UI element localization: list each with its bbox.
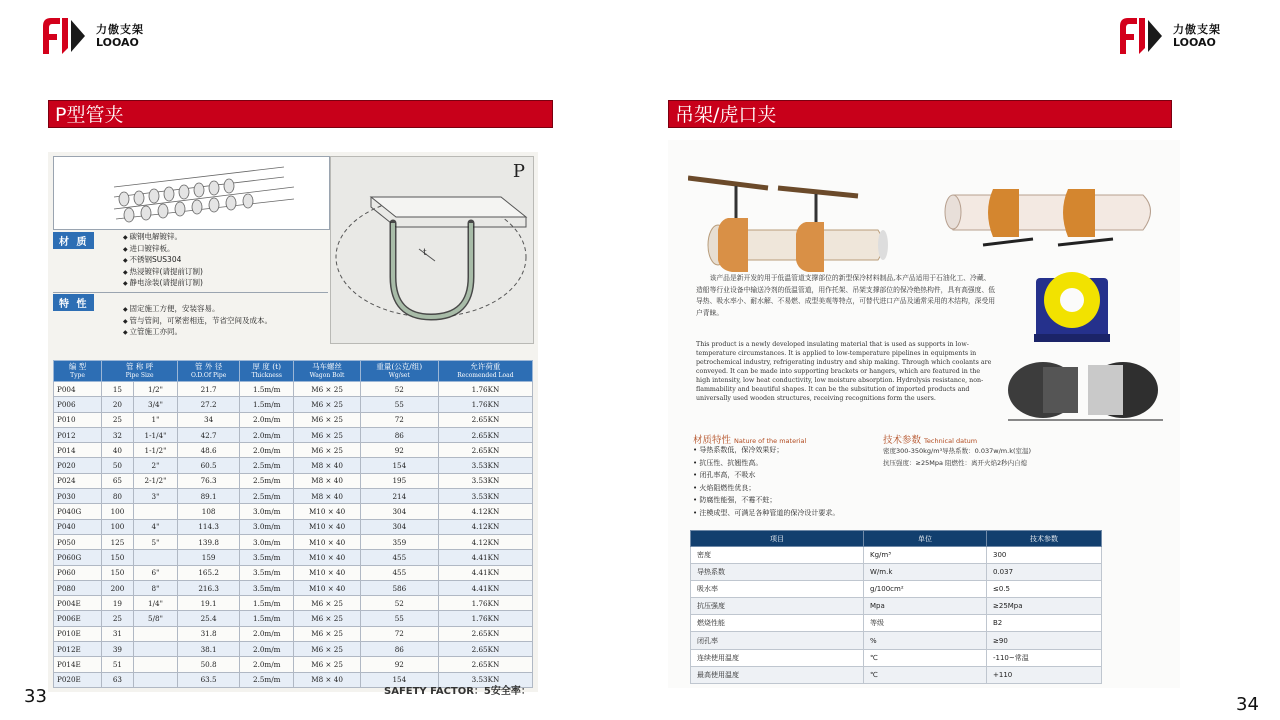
table-cell: 200 xyxy=(102,580,134,595)
table-cell xyxy=(133,504,177,519)
table-row xyxy=(691,581,1102,598)
table-cell: 1-1/4" xyxy=(133,427,177,442)
table-cell: +110 xyxy=(987,666,1102,683)
table-cell: M6 × 25 xyxy=(294,443,360,458)
feature-section xyxy=(53,294,328,342)
table-cell xyxy=(133,642,177,657)
table-cell: P012 xyxy=(54,427,102,442)
table-cell: M6 × 25 xyxy=(294,611,360,626)
table-cell: 216.3 xyxy=(178,580,240,595)
table-cell: P030 xyxy=(54,489,102,504)
page-number-right: 34 xyxy=(1236,694,1259,715)
column-header: 允许荷重 Recomended Load xyxy=(438,361,532,382)
table-cell: 3.5m/m xyxy=(240,580,294,595)
table-cell: M10 × 40 xyxy=(294,550,360,565)
table-cell: M6 × 25 xyxy=(294,412,360,427)
table-cell: 114.3 xyxy=(178,519,240,534)
table-cell: M6 × 25 xyxy=(294,657,360,672)
pipe-hanger-photo xyxy=(688,160,888,275)
list-item: ◆ 管与管间，可紧密相连，节省空间及成本。 xyxy=(123,316,272,328)
table-cell: P020 xyxy=(54,458,102,473)
table-cell: 吸水率 xyxy=(691,581,864,598)
list-item: • 闭孔率高，不吸水 xyxy=(693,469,839,482)
table-cell: 3" xyxy=(133,489,177,504)
table-cell: 燃烧性能 xyxy=(691,615,864,632)
table-cell: % xyxy=(864,632,987,649)
table-cell: M10 × 40 xyxy=(294,580,360,595)
table-cell: 2.5m/m xyxy=(240,458,294,473)
table-row xyxy=(54,519,533,534)
list-item: ◆ 热浸镀锌(请提前订制) xyxy=(123,267,203,279)
table-cell: 2.65KN xyxy=(438,427,532,442)
table-cell xyxy=(133,657,177,672)
safety-factor-note: SAFETY FACTOR：5安全率： xyxy=(384,686,531,697)
pipe-shoe-photo xyxy=(1003,355,1168,435)
hanger-catalog-scan xyxy=(668,140,1180,688)
table-cell: 2-1/2" xyxy=(133,473,177,488)
table-cell: M8 × 40 xyxy=(294,489,360,504)
p-clamp-catalog-scan xyxy=(48,152,538,692)
table-cell: 1/2" xyxy=(133,382,177,397)
table-cell: 139.8 xyxy=(178,534,240,549)
table-cell: 2.0m/m xyxy=(240,657,294,672)
column-header: 单位 xyxy=(864,531,987,547)
table-cell: 63.5 xyxy=(178,672,240,687)
table-cell: 2" xyxy=(133,458,177,473)
table-row xyxy=(54,626,533,641)
table-cell: 2.5m/m xyxy=(240,473,294,488)
table-cell: 63 xyxy=(102,672,134,687)
tech-heading: 技术参数 Technical datum xyxy=(883,435,978,446)
table-cell: 4.12KN xyxy=(438,519,532,534)
table-cell: 80 xyxy=(102,489,134,504)
table-cell: 21.7 xyxy=(178,382,240,397)
material-section xyxy=(53,230,328,293)
table-cell: 359 xyxy=(360,534,438,549)
table-cell: M6 × 25 xyxy=(294,596,360,611)
table-cell: P010E xyxy=(54,626,102,641)
table-cell: 32 xyxy=(102,427,134,442)
table-cell: 1.76KN xyxy=(438,596,532,611)
table-cell: 4.41KN xyxy=(438,550,532,565)
column-header: 重量(公克/组) Wg/set xyxy=(360,361,438,382)
table-cell: 1.5m/m xyxy=(240,397,294,412)
table-cell: M10 × 40 xyxy=(294,534,360,549)
table-cell: 86 xyxy=(360,642,438,657)
table-cell: 1/4" xyxy=(133,596,177,611)
table-row xyxy=(54,565,533,580)
logo-cn-text: 力傲支架 xyxy=(1173,23,1221,36)
table-cell: 304 xyxy=(360,504,438,519)
table-cell: 1.5m/m xyxy=(240,611,294,626)
table-row xyxy=(54,397,533,412)
table-cell: P060G xyxy=(54,550,102,565)
table-cell: P014 xyxy=(54,443,102,458)
table-cell: 2.0m/m xyxy=(240,626,294,641)
table-cell: P010 xyxy=(54,412,102,427)
table-cell: 150 xyxy=(102,565,134,580)
table-cell: 25 xyxy=(102,412,134,427)
table-cell: 39 xyxy=(102,642,134,657)
table-row xyxy=(54,611,533,626)
table-row xyxy=(691,598,1102,615)
technical-data-table xyxy=(690,530,1102,684)
table-cell: 3.53KN xyxy=(438,458,532,473)
table-cell: 1.5m/m xyxy=(240,382,294,397)
company-logo-left xyxy=(40,12,144,60)
feature-tag: 特 性 xyxy=(53,294,94,311)
table-cell: M10 × 40 xyxy=(294,565,360,580)
list-item: • 火焰阻燃性优良； xyxy=(693,482,839,495)
table-cell: 3.5m/m xyxy=(240,565,294,580)
insulation-block-photo xyxy=(1028,260,1116,348)
table-cell: 1-1/2" xyxy=(133,443,177,458)
table-row xyxy=(54,458,533,473)
column-header: 技术参数 xyxy=(987,531,1102,547)
table-cell: 27.2 xyxy=(178,397,240,412)
table-cell: M6 × 25 xyxy=(294,642,360,657)
table-cell: 100 xyxy=(102,519,134,534)
section-title-hanger: 吊架/虎口夹 xyxy=(668,100,1172,128)
table-row xyxy=(691,615,1102,632)
material-properties-list xyxy=(693,444,839,519)
table-row xyxy=(54,580,533,595)
table-cell: 2.5m/m xyxy=(240,489,294,504)
column-header: 管 称 呼 Pipe Size xyxy=(102,361,178,382)
pipe-rack-illustration-icon xyxy=(54,157,329,229)
table-cell: 3.0m/m xyxy=(240,519,294,534)
table-cell: 214 xyxy=(360,489,438,504)
table-cell: P006 xyxy=(54,397,102,412)
table-cell: 25 xyxy=(102,611,134,626)
table-header-row xyxy=(54,361,533,382)
table-cell: 72 xyxy=(360,412,438,427)
table-cell: Mpa xyxy=(864,598,987,615)
table-cell: 55 xyxy=(360,397,438,412)
table-row xyxy=(54,504,533,519)
table-row xyxy=(691,564,1102,581)
table-cell: 2.65KN xyxy=(438,626,532,641)
table-cell: P006E xyxy=(54,611,102,626)
table-cell: g/100cm² xyxy=(864,581,987,598)
table-cell: 455 xyxy=(360,550,438,565)
list-item: • 抗压性、抗翘性高。 xyxy=(693,457,839,470)
table-cell: 3/4" xyxy=(133,397,177,412)
table-cell: 5/8" xyxy=(133,611,177,626)
table-row xyxy=(54,534,533,549)
table-cell: 闭孔率 xyxy=(691,632,864,649)
table-cell: ≥90 xyxy=(987,632,1102,649)
table-cell: 2.0m/m xyxy=(240,443,294,458)
table-cell: 108 xyxy=(178,504,240,519)
table-row xyxy=(54,550,533,565)
table-row xyxy=(691,649,1102,666)
table-cell: P014E xyxy=(54,657,102,672)
table-cell: 455 xyxy=(360,565,438,580)
logo-mark-icon xyxy=(1117,14,1169,58)
table-cell: P012E xyxy=(54,642,102,657)
table-cell: 4.12KN xyxy=(438,504,532,519)
table-cell: 2.0m/m xyxy=(240,427,294,442)
table-cell: 60.5 xyxy=(178,458,240,473)
table-cell: 5" xyxy=(133,534,177,549)
p-clamp-drawing-icon xyxy=(331,157,533,343)
table-cell: 50 xyxy=(102,458,134,473)
table-cell: 52 xyxy=(360,596,438,611)
table-cell: 100 xyxy=(102,504,134,519)
table-cell: ℃ xyxy=(864,666,987,683)
table-cell: P050 xyxy=(54,534,102,549)
table-cell: 65 xyxy=(102,473,134,488)
table-cell: M6 × 25 xyxy=(294,397,360,412)
table-cell: 4.41KN xyxy=(438,565,532,580)
table-row xyxy=(54,596,533,611)
table-cell: ≤0.5 xyxy=(987,581,1102,598)
table-cell: 3.53KN xyxy=(438,672,532,687)
table-cell: P060 xyxy=(54,565,102,580)
pipe-rack-photo xyxy=(53,156,330,230)
table-cell: 2.5m/m xyxy=(240,672,294,687)
p-clamp-diagram xyxy=(330,156,534,344)
table-cell: P040 xyxy=(54,519,102,534)
table-cell: 586 xyxy=(360,580,438,595)
table-cell xyxy=(133,626,177,641)
material-heading: 材质特性 Nature of the material xyxy=(693,435,807,446)
table-cell: 2.0m/m xyxy=(240,412,294,427)
list-item: ◆ 碳钢电解镀锌。 xyxy=(123,232,203,244)
table-cell: -110~常温 xyxy=(987,649,1102,666)
list-item: ◆ 进口镀锌板。 xyxy=(123,244,203,256)
table-cell: 1.5m/m xyxy=(240,596,294,611)
table-row xyxy=(54,642,533,657)
table-cell: Kg/m³ xyxy=(864,547,987,564)
table-cell: B2 xyxy=(987,615,1102,632)
list-item: ◆ 立管施工亦同。 xyxy=(123,327,272,339)
table-cell: 150 xyxy=(102,550,134,565)
list-item: • 导热系数低，保冷效果好； xyxy=(693,444,839,457)
table-cell: 89.1 xyxy=(178,489,240,504)
table-cell: M8 × 40 xyxy=(294,458,360,473)
table-cell: M6 × 25 xyxy=(294,626,360,641)
column-header: 厚 度 (t) Thickness xyxy=(240,361,294,382)
table-cell: 连续使用温度 xyxy=(691,649,864,666)
table-cell: M10 × 40 xyxy=(294,519,360,534)
table-cell: M8 × 40 xyxy=(294,473,360,488)
table-cell: 50.8 xyxy=(178,657,240,672)
table-cell: 42.7 xyxy=(178,427,240,442)
table-cell: ℃ xyxy=(864,649,987,666)
list-item: • 注模成型、可满足各种管道的保冷设计要求。 xyxy=(693,507,839,520)
table-cell: P024 xyxy=(54,473,102,488)
table-cell: 31.8 xyxy=(178,626,240,641)
table-cell: 2.65KN xyxy=(438,642,532,657)
section-title-p-clamp: P型管夹 xyxy=(48,100,553,128)
table-cell: 3.53KN xyxy=(438,489,532,504)
table-row xyxy=(54,427,533,442)
table-cell xyxy=(133,550,177,565)
table-cell: 导热系数 xyxy=(691,564,864,581)
table-cell: 195 xyxy=(360,473,438,488)
column-header: 编 型 Type xyxy=(54,361,102,382)
table-cell: 86 xyxy=(360,427,438,442)
material-list xyxy=(123,232,203,290)
table-cell: 48.6 xyxy=(178,443,240,458)
column-header: 管 外 径 O.D.Of Pipe xyxy=(178,361,240,382)
table-cell: 3.0m/m xyxy=(240,534,294,549)
table-cell: W/m.k xyxy=(864,564,987,581)
table-row xyxy=(691,632,1102,649)
table-cell: 154 xyxy=(360,672,438,687)
table-cell: P004E xyxy=(54,596,102,611)
table-cell: P080 xyxy=(54,580,102,595)
table-cell: 4.12KN xyxy=(438,534,532,549)
table-cell: 159 xyxy=(178,550,240,565)
table-cell: 19 xyxy=(102,596,134,611)
table-cell: 4" xyxy=(133,519,177,534)
company-logo-right xyxy=(1117,12,1221,60)
thickness-label: t xyxy=(423,248,427,258)
table-cell: 31 xyxy=(102,626,134,641)
table-row xyxy=(54,473,533,488)
table-cell: 2.65KN xyxy=(438,657,532,672)
table-cell: 1.76KN xyxy=(438,397,532,412)
p-clamp-spec-table xyxy=(53,360,533,688)
table-cell: 2.65KN xyxy=(438,412,532,427)
list-item: • 防腐性能强，不霉不蛀； xyxy=(693,494,839,507)
list-item: ◆ 不锈钢SUS304 xyxy=(123,255,203,267)
table-cell: 125 xyxy=(102,534,134,549)
tech-summary: 密度300-350kg/m³导热系数：0.037w/m.k(室温) 抗压强度：≥25Mpa 阻燃性：离开火焰2秒内自熄 xyxy=(883,447,1032,467)
table-cell: 92 xyxy=(360,443,438,458)
table-cell: P040G xyxy=(54,504,102,519)
table-cell: 25.4 xyxy=(178,611,240,626)
logo-en-text: LOOAO xyxy=(96,36,139,49)
table-cell: 0.037 xyxy=(987,564,1102,581)
table-cell: 2.0m/m xyxy=(240,642,294,657)
logo-cn-text: 力傲支架 xyxy=(96,23,144,36)
table-cell: 304 xyxy=(360,519,438,534)
product-description-cn: 该产品是新开发的用于低温管道支撑部位的新型保冷材料制品,本产品适用于石油化工、冷藏、造船等行业设备中输送冷剂的低温管道，用作托架、吊架支撑部位的保冷绝热构件，具有高强度、低导热、吸水率小、耐水解、不易燃、成型美观等特点，可替代进口产品及通常采用的木结构，深受用户青睐。 xyxy=(696,274,996,317)
product-description-en: This product is a newly developed insulating material that is used as supports in low-temperature circumstances. It is applied to low-temperature pipelines in equipments in petrochemical industry, refrigerating industry and ship making. Through which coolants are conveyed. It can be made into supporting brackets or hangers, which are featured in the high intensity, low heat conductivity, low moisture absorption. Hydrolysis resistance, non-flammability and beautiful shapes. It can be the subsitution of imported products and universally used wooden structures, receiving recognitions form the users. xyxy=(696,341,992,402)
table-row xyxy=(54,412,533,427)
feature-list xyxy=(123,304,272,339)
table-row xyxy=(54,657,533,672)
table-cell xyxy=(133,672,177,687)
table-cell: 72 xyxy=(360,626,438,641)
table-cell: 2.65KN xyxy=(438,443,532,458)
table-cell: 3.5m/m xyxy=(240,550,294,565)
table-cell: 1" xyxy=(133,412,177,427)
table-cell: 165.2 xyxy=(178,565,240,580)
column-header: 项目 xyxy=(691,531,864,547)
table-cell: P004 xyxy=(54,382,102,397)
table-cell: M8 × 40 xyxy=(294,672,360,687)
table-cell: 6" xyxy=(133,565,177,580)
table-cell: 51 xyxy=(102,657,134,672)
table-header-row xyxy=(691,531,1102,547)
table-cell: 55 xyxy=(360,611,438,626)
table-cell: 300 xyxy=(987,547,1102,564)
table-cell: 抗压强度 xyxy=(691,598,864,615)
table-cell: 最高使用温度 xyxy=(691,666,864,683)
table-row xyxy=(691,666,1102,683)
diagram-letter: P xyxy=(512,161,525,182)
table-cell: M10 × 40 xyxy=(294,504,360,519)
table-cell: 4.41KN xyxy=(438,580,532,595)
table-cell: ≥25Mpa xyxy=(987,598,1102,615)
table-cell: 20 xyxy=(102,397,134,412)
table-cell: 3.0m/m xyxy=(240,504,294,519)
table-cell: 40 xyxy=(102,443,134,458)
table-cell: 34 xyxy=(178,412,240,427)
table-cell: M6 × 25 xyxy=(294,382,360,397)
table-cell: 154 xyxy=(360,458,438,473)
page-number-left: 33 xyxy=(24,686,47,707)
table-cell: 92 xyxy=(360,657,438,672)
table-cell: 3.53KN xyxy=(438,473,532,488)
list-item: ◆ 固定施工方便，安装容易。 xyxy=(123,304,272,316)
table-cell: 52 xyxy=(360,382,438,397)
pipe-clamp-photo xyxy=(943,175,1168,260)
table-row xyxy=(54,443,533,458)
logo-en-text: LOOAO xyxy=(1173,36,1216,49)
table-cell: P020E xyxy=(54,672,102,687)
table-row xyxy=(691,547,1102,564)
table-row xyxy=(54,382,533,397)
table-cell: 1.76KN xyxy=(438,382,532,397)
table-cell: 19.1 xyxy=(178,596,240,611)
table-cell: 38.1 xyxy=(178,642,240,657)
table-cell: 1.76KN xyxy=(438,611,532,626)
table-cell: 15 xyxy=(102,382,134,397)
table-cell: 密度 xyxy=(691,547,864,564)
table-cell: M6 × 25 xyxy=(294,427,360,442)
list-item: ◆ 静电涂装(请提前订制) xyxy=(123,278,203,290)
material-tag: 材 质 xyxy=(53,232,94,249)
table-cell: 等级 xyxy=(864,615,987,632)
table-cell: 76.3 xyxy=(178,473,240,488)
logo-mark-icon xyxy=(40,14,92,58)
table-row xyxy=(54,489,533,504)
table-cell: 8" xyxy=(133,580,177,595)
column-header: 马车螺丝 Wagon Bolt xyxy=(294,361,360,382)
